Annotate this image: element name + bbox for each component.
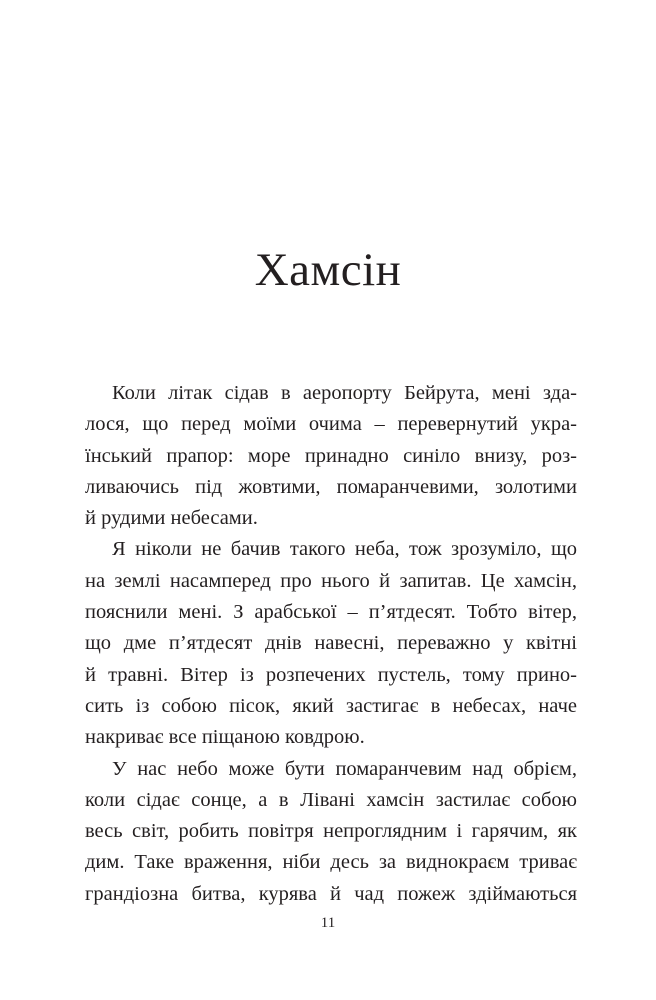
paragraph-line: їнський прапор: море принадно синіло внизу, роз-	[85, 444, 577, 467]
paragraph-line: й рудими небесами.	[85, 507, 258, 530]
paragraph-line: весь світ, робить повітря непроглядним і гарячим, як	[85, 820, 577, 843]
paragraph-line: дим. Таке враження, ніби десь за виднокраєм триває	[85, 851, 577, 874]
paragraph-line: коли сідає сонце, а в Лівані хамсін застилає собою	[85, 788, 577, 811]
paragraph-line: пояснили мені. З арабської – п’ятдесят. Тобто вітер,	[85, 601, 577, 624]
paragraph-line: У нас небо може бути помаранчевим над обрієм,	[112, 757, 577, 780]
paragraph-line: Коли літак сідав в аеропорту Бейрута, мені зда-	[112, 382, 577, 404]
paragraph-line: лося, що перед моїми очима – перевернутий укра-	[85, 413, 577, 436]
paragraph-line: грандіозна битва, курява й чад пожеж здіймаються	[85, 882, 577, 905]
paragraph-line: сить із собою пісок, який застигає в небесах, наче	[85, 694, 577, 717]
paragraph-line: й травні. Вітер із розпечених пустель, тому прино-	[85, 663, 577, 686]
paragraph-line: що дме п’ятдесят днів навесні, переважно у квітні	[85, 632, 577, 655]
chapter-title: Хамсін	[254, 244, 402, 296]
paragraph-line: на землі насамперед про нього й запитав. Це хамсін,	[85, 569, 577, 592]
paragraph-line: ливаючись під жовтими, помаранчевими, золотими	[85, 475, 577, 498]
paragraph-line: Я ніколи не бачив такого неба, тож зрозуміло, що	[112, 538, 577, 561]
page-number: 11	[320, 915, 336, 931]
body-text	[85, 378, 577, 910]
paragraph-line: накриває все піщаною ковдрою.	[85, 726, 365, 749]
